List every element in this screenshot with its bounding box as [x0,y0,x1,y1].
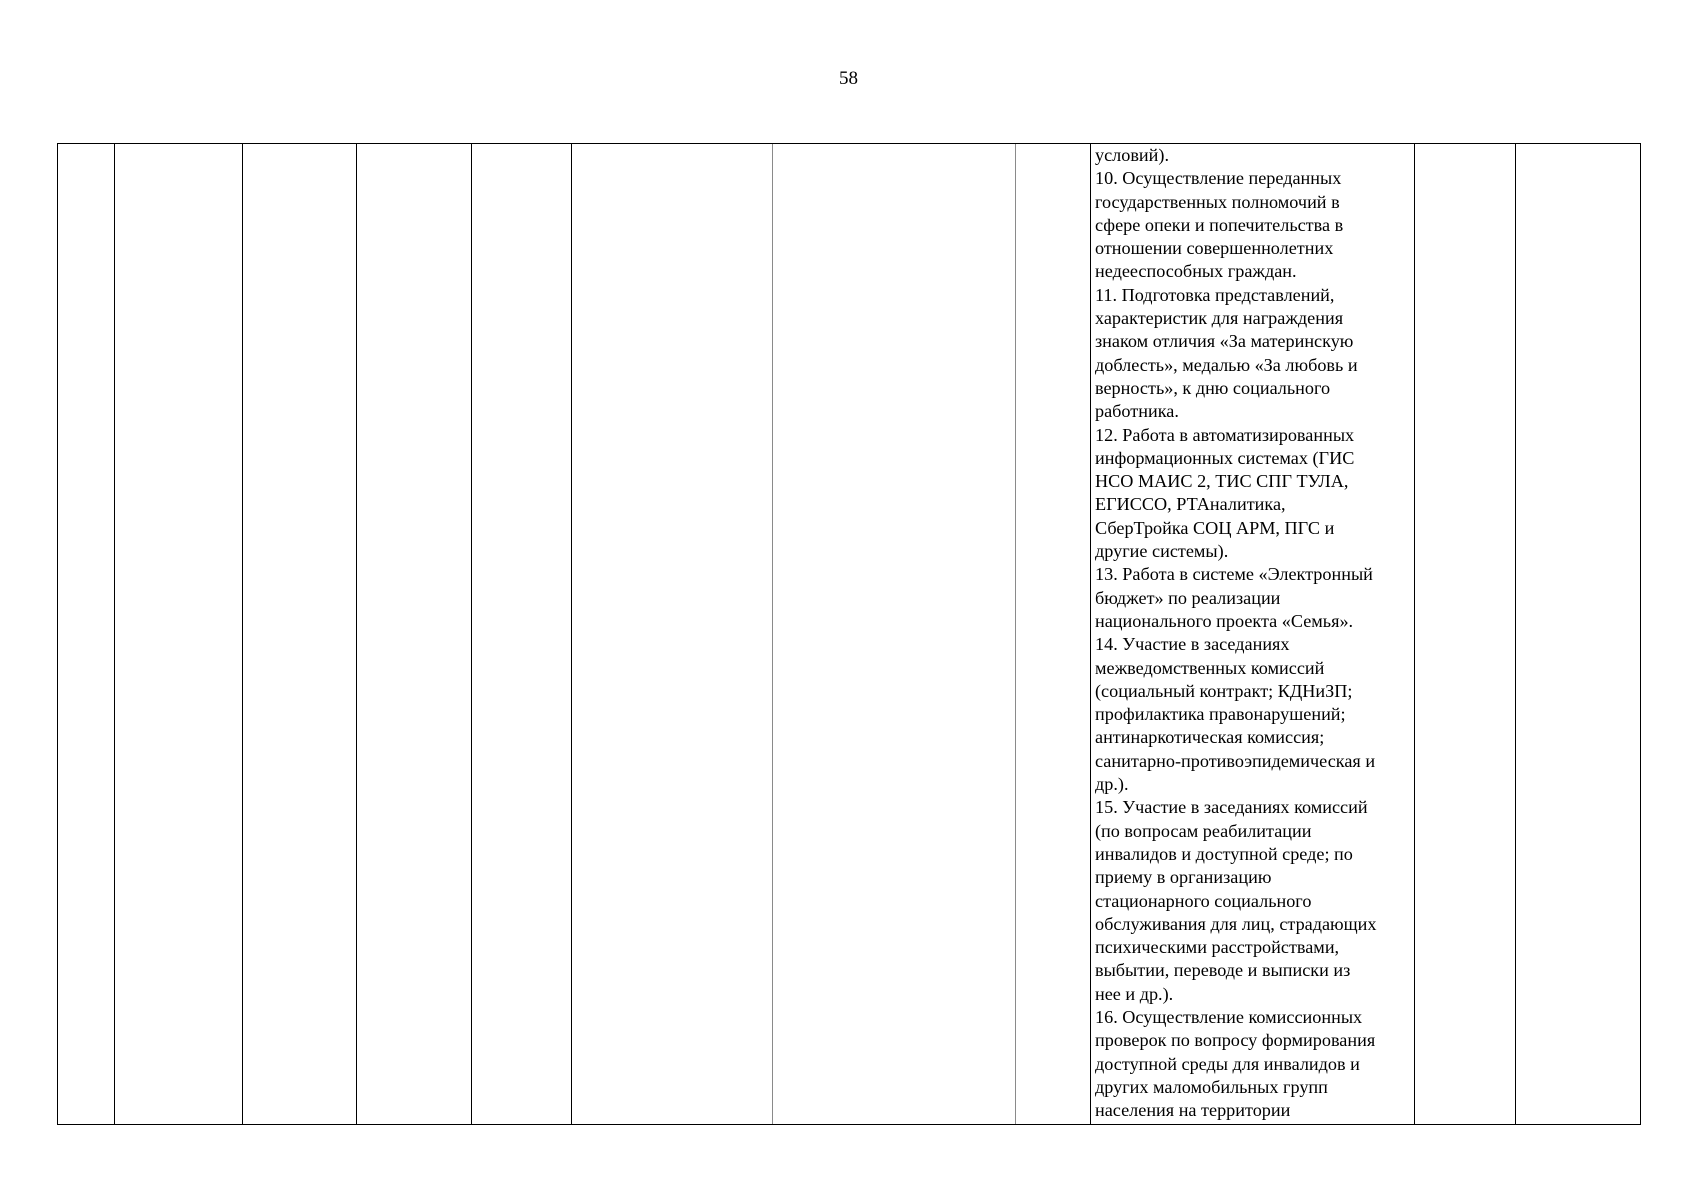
column-divider-6 [772,144,773,1124]
cell-line: условий). [1095,145,1169,165]
cell-line: верность», к дню социального [1095,377,1331,398]
column-divider-2 [242,144,243,1124]
cell-line: отношении совершеннолетних [1095,238,1334,259]
cell-line: сфере опеки и попечительства в [1095,214,1344,235]
cell-line: 15. Участие в заседаниях комиссий [1095,797,1368,818]
cell-line: доблесть», медалью «За любовь и [1095,354,1358,375]
cell-line: обслуживания для лиц, страдающих [1095,913,1377,934]
column-divider-10 [1515,144,1516,1124]
cell-line: работника. [1095,401,1179,422]
cell-line: (социальный контракт; КДНиЗП; [1095,680,1353,701]
cell-line: 10. Осуществление переданных [1095,168,1342,189]
cell-line: населения на территории [1095,1100,1291,1121]
page-number: 58 [839,68,858,89]
cell-line: др.). [1095,774,1129,795]
cell-line: национального проекта «Семья». [1095,610,1354,631]
column-divider-4 [471,144,472,1124]
cell-line: (по вопросам реабилитации [1095,820,1312,841]
cell-line: СберТройка СОЦ АРМ, ПГС и [1095,517,1335,538]
cell-line: 11. Подготовка представлений, [1095,284,1335,305]
cell-line: другие системы). [1095,541,1229,562]
column-divider-5 [571,144,572,1124]
cell-line: НСО МАИС 2, ТИС СПГ ТУЛА, [1095,471,1349,492]
column-divider-8 [1090,144,1091,1124]
cell-line: профилактика правонарушений; [1095,704,1346,725]
cell-line: знаком отличия «За материнскую [1095,331,1354,352]
cell-line: 14. Участие в заседаниях [1095,634,1290,655]
cell-line: стационарного социального [1095,890,1312,911]
cell-line: 13. Работа в системе «Электронный [1095,564,1373,585]
column-divider-1 [114,144,115,1124]
cell-line: 16. Осуществление комиссионных [1095,1006,1363,1027]
table-cell-duties [1095,144,1415,1122]
column-divider-7 [1015,144,1016,1124]
cell-line: бюджет» по реализации [1095,587,1281,608]
cell-line: санитарно-противоэпидемическая и [1095,750,1376,771]
cell-line: психическими расстройствами, [1095,937,1340,958]
table-continuation [57,143,1641,1125]
cell-line: нее и др.). [1095,983,1174,1004]
cell-line: государственных полномочий в [1095,191,1340,212]
cell-line: других маломобильных групп [1095,1076,1328,1097]
cell-line: инвалидов и доступной среде; по [1095,843,1353,864]
cell-line: 12. Работа в автоматизированных [1095,424,1355,445]
cell-line: информационных системах (ГИС [1095,447,1355,468]
cell-line: выбытии, переводе и выписки из [1095,960,1351,981]
cell-line: ЕГИССО, РТАналитика, [1095,494,1286,515]
cell-line: недееспособных граждан. [1095,261,1297,282]
cell-line: межведомственных комиссий [1095,657,1325,678]
column-divider-3 [356,144,357,1124]
cell-line: характеристик для награждения [1095,308,1344,329]
cell-line: приему в организацию [1095,867,1272,888]
cell-line: проверок по вопросу формирования [1095,1030,1376,1051]
cell-line: антинаркотическая комиссия; [1095,727,1325,748]
cell-line: доступной среды для инвалидов и [1095,1053,1360,1074]
